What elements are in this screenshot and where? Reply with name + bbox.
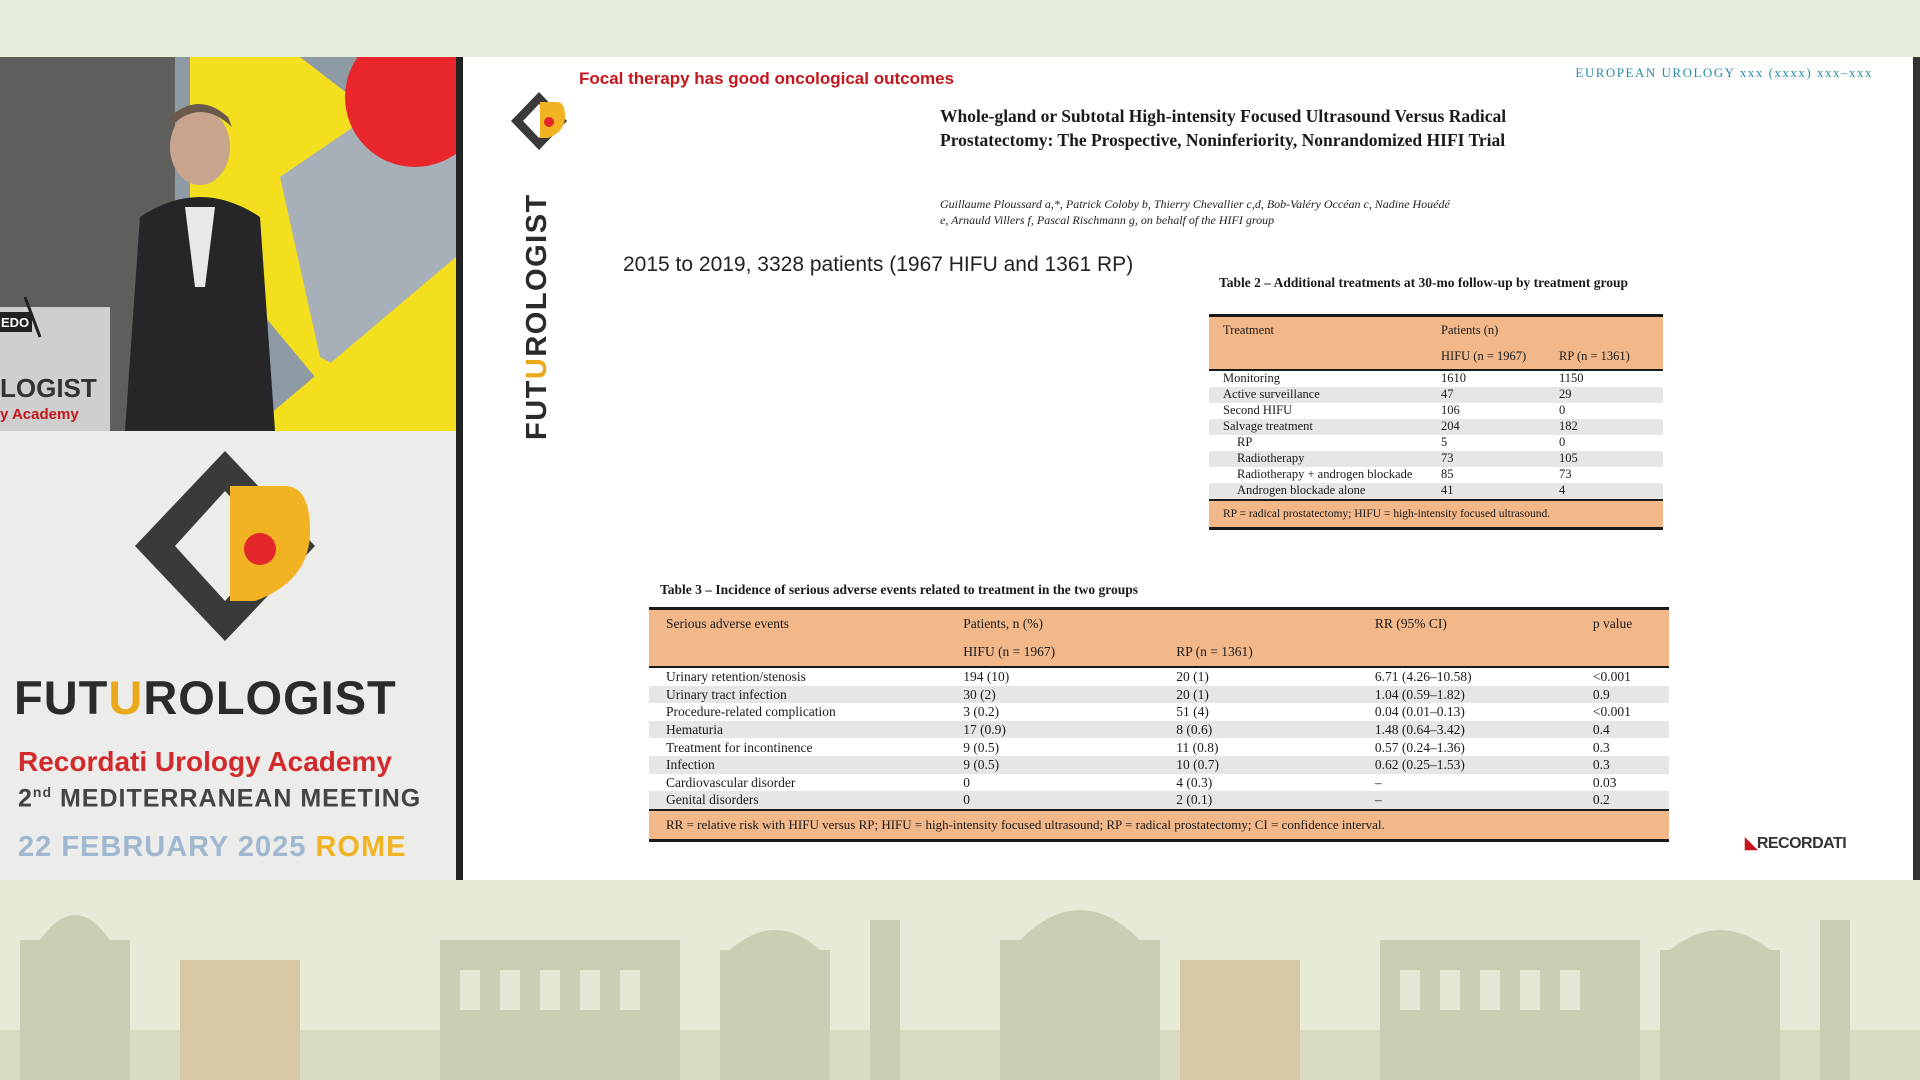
table2-col-rp: RP (n = 1361) xyxy=(1545,343,1663,370)
table2-footnote: RP = radical prostatectomy; HIFU = high-intensity focused ultrasound. xyxy=(1209,500,1663,529)
table3-footnote-row xyxy=(649,810,1669,841)
table3-col-hifu: HIFU (n = 1967) xyxy=(946,638,1159,667)
speaker-video xyxy=(0,57,456,431)
table3-col-blank xyxy=(649,638,946,667)
table3-cell: – xyxy=(1374,774,1382,790)
table3-col-events: Serious adverse events xyxy=(666,616,789,631)
table-row xyxy=(1209,419,1663,435)
table2-cell: 182 xyxy=(1545,419,1663,435)
slide-vertical-brand xyxy=(521,193,554,440)
slide-title: Focal therapy has good oncological outcomes xyxy=(579,69,955,88)
event-city: ROME xyxy=(315,831,407,863)
table-row xyxy=(1209,435,1663,451)
table3-cell: 0.4 xyxy=(1576,721,1669,739)
table3-cell: 3 (0.2) xyxy=(963,704,1000,720)
table2-cell: Active surveillance xyxy=(1209,387,1427,403)
table2-cell: 106 xyxy=(1441,403,1460,417)
table3-cell: 0.04 (0.01–0.13) xyxy=(1374,704,1465,720)
table2-cell: 29 xyxy=(1545,387,1663,403)
meeting-text: MEDITERRANEAN MEETING xyxy=(59,784,422,813)
table2-col-blank xyxy=(1209,343,1427,370)
vertical-brand-u: U xyxy=(521,356,553,380)
brand-name-u: U xyxy=(108,671,144,724)
table3-col-blank2 xyxy=(1358,638,1576,667)
table2-caption: Table 2 – Additional treatments at 30-mo follow-up by treatment group xyxy=(1219,275,1629,290)
table-row xyxy=(649,667,1669,686)
meeting-name xyxy=(18,784,421,813)
journal-header: EUROPEAN UROLOGY xxx (xxxx) xxx–xxx xyxy=(1575,65,1873,80)
brand-name xyxy=(14,670,444,725)
screen-edge xyxy=(1913,57,1920,880)
table3-col-blank3 xyxy=(1576,638,1669,667)
table-row xyxy=(1209,403,1663,419)
brand-name-pre: FUT xyxy=(14,671,109,724)
table-row xyxy=(649,686,1669,704)
table3-cell: 2 (0.1) xyxy=(1159,791,1358,810)
table2-col-hifu: HIFU (n = 1967) xyxy=(1427,343,1545,370)
table2-col-patients: Patients (n) xyxy=(1441,322,1499,337)
presentation-slide xyxy=(463,57,1913,880)
table2-cell: 5 xyxy=(1441,435,1448,449)
table-row xyxy=(1209,483,1663,500)
top-band xyxy=(0,0,1920,57)
rome-skyline-icon xyxy=(0,880,1920,1080)
table3-cell: 30 (2) xyxy=(946,686,1159,704)
table3-cell: 8 (0.6) xyxy=(1159,721,1358,739)
podium-sign: EDO xyxy=(1,315,30,330)
table3-footnote: RR = relative risk with HIFU versus RP; HIFU = high-intensity focused ultrasound; RP = radical prostatectomy; CI = confidence interval. xyxy=(649,810,1669,841)
table3-cell: <0.001 xyxy=(1592,669,1631,685)
table3-cell: 11 (0.8) xyxy=(1176,739,1219,755)
table-row xyxy=(649,703,1669,721)
table2-cell: Second HIFU xyxy=(1223,403,1293,417)
table3-cell: 1.48 (0.64–3.42) xyxy=(1358,721,1576,739)
table3-cell: Treatment for incontinence xyxy=(666,739,813,755)
table2-cell: 105 xyxy=(1545,451,1663,467)
table-row xyxy=(1209,387,1663,403)
table3-cell: 4 (0.3) xyxy=(1176,774,1213,790)
table3-cell: 20 (1) xyxy=(1159,686,1358,704)
backdrop-brand: LOGIST xyxy=(0,373,97,403)
brand-name-post: ROLOGIST xyxy=(143,671,397,724)
table3-cell: 9 (0.5) xyxy=(946,756,1159,774)
table2-header-row xyxy=(1209,316,1663,344)
recordati-mark-icon: ◣ xyxy=(1745,835,1757,852)
slide-logo-icon xyxy=(511,92,567,150)
table3-caption: Table 3 – Incidence of serious adverse events related to treatment in the two groups xyxy=(660,582,1138,597)
speaker-video-scene xyxy=(0,57,456,431)
table3-cell: 0.2 xyxy=(1576,791,1669,810)
table3-cell: 20 (1) xyxy=(1176,669,1209,685)
futurologist-logo-icon xyxy=(135,451,315,641)
backdrop-tagline: y Academy xyxy=(0,406,79,423)
cohort-summary: 2015 to 2019, 3328 patients (1967 HIFU and 1361 RP) xyxy=(623,253,1134,276)
vertical-brand-post: ROLOGIST xyxy=(521,193,553,357)
table2-cell: 4 xyxy=(1545,483,1663,500)
table3-cell: Urinary tract infection xyxy=(649,686,946,704)
table-row xyxy=(1209,467,1663,483)
table2-cell: Salvage treatment xyxy=(1209,419,1427,435)
table2-cell: Monitoring xyxy=(1223,371,1280,385)
table3-cell: 0.9 xyxy=(1576,686,1669,704)
table-row xyxy=(649,738,1669,756)
skyline-banner xyxy=(0,880,1920,1080)
table3-cell: Urinary retention/stenosis xyxy=(666,669,806,685)
table3-cell: – xyxy=(1358,791,1576,810)
table3-cell: 0.03 xyxy=(1592,774,1617,790)
table2-cell: Androgen blockade alone xyxy=(1209,483,1427,500)
table3-col-rp: RP (n = 1361) xyxy=(1159,638,1358,667)
table2-cell: 73 xyxy=(1427,451,1545,467)
table-row xyxy=(1209,451,1663,467)
table3-col-rr: RR (95% CI) xyxy=(1374,616,1447,631)
table3-cell: 194 (10) xyxy=(963,669,1010,685)
event-date xyxy=(18,831,406,864)
vertical-brand-pre: FUT xyxy=(521,379,553,440)
table3-cell: <0.001 xyxy=(1592,704,1631,720)
article-title: Whole-gland or Subtotal High-intensity Focused Ultrasound Versus Radical Prostatectomy: The Prospective, Noninferiority, Nonrandomized HIFI Trial xyxy=(940,106,1507,150)
table3-cell: 51 (4) xyxy=(1176,704,1209,720)
table3-cell: 6.71 (4.26–10.58) xyxy=(1374,669,1472,685)
panel-divider xyxy=(456,57,463,880)
table3-col-p: p value xyxy=(1592,616,1633,631)
table2-cell: Radiotherapy + androgen blockade xyxy=(1237,467,1413,481)
table-row xyxy=(649,756,1669,774)
table3-cell: 17 (0.9) xyxy=(946,721,1159,739)
table3-cell: 0.57 (0.24–1.36) xyxy=(1374,739,1465,755)
table2-cell: 41 xyxy=(1427,483,1545,500)
table2 xyxy=(1209,314,1663,530)
table2-cell: 0 xyxy=(1559,435,1566,449)
table2-cell: 1610 xyxy=(1441,371,1466,385)
table3-subheader-row xyxy=(649,638,1669,667)
table3-cell: 1.04 (0.59–1.82) xyxy=(1358,686,1576,704)
table3-col-patients: Patients, n (%) xyxy=(963,616,1044,631)
table2-cell: 47 xyxy=(1427,387,1545,403)
table3-cell: Procedure-related complication xyxy=(666,704,836,720)
event-date-text: 22 FEBRUARY 2025 xyxy=(18,831,307,863)
brand-panel xyxy=(0,431,456,880)
table3-cell: Genital disorders xyxy=(649,791,946,810)
table3-cell: 0 xyxy=(963,774,970,790)
meeting-ordinal-suffix: nd xyxy=(32,784,53,800)
table3-cell: 0.62 (0.25–1.53) xyxy=(1358,756,1576,774)
meeting-ordinal: 2 xyxy=(18,784,33,813)
table3-cell: 0 xyxy=(946,791,1159,810)
table3-header-row xyxy=(649,609,1669,639)
table3-cell: 0.3 xyxy=(1592,739,1610,755)
table3-cell: 0.3 xyxy=(1576,756,1669,774)
table2-cell: 85 xyxy=(1441,467,1454,481)
table2-cell: 73 xyxy=(1559,467,1572,481)
table2-subheader-row xyxy=(1209,343,1663,370)
table3-cell: 9 (0.5) xyxy=(963,739,1000,755)
table-row xyxy=(1209,370,1663,387)
table3-cell: 10 (0.7) xyxy=(1159,756,1358,774)
table2-cell: Radiotherapy xyxy=(1209,451,1427,467)
table2-cell: 1150 xyxy=(1559,371,1584,385)
table2-footnote-row xyxy=(1209,500,1663,529)
academy-name: Recordati Urology Academy xyxy=(18,746,392,777)
table-row xyxy=(649,721,1669,739)
table3-cell: Cardiovascular disorder xyxy=(666,774,796,790)
table3 xyxy=(649,607,1669,842)
table3-cell: Hematuria xyxy=(649,721,946,739)
sponsor-logo xyxy=(1745,833,1846,853)
sponsor-name: RECORDATI xyxy=(1756,835,1847,852)
table2-cell: 204 xyxy=(1427,419,1545,435)
table-row xyxy=(649,774,1669,792)
article-authors: Guillaume Ploussard a,*, Patrick Coloby b, Thierry Chevallier c,d, Bob-Valéry Occéan c, Nadine Houédé e, Arnauld Villers f, Pascal Rischmann g, on behalf of the HIFI group xyxy=(940,197,1450,227)
table2-cell: RP xyxy=(1237,435,1253,449)
table2-col-treatment: Treatment xyxy=(1223,322,1274,337)
table-row xyxy=(649,791,1669,810)
table3-cell: Infection xyxy=(649,756,946,774)
table2-cell: 0 xyxy=(1559,403,1566,417)
